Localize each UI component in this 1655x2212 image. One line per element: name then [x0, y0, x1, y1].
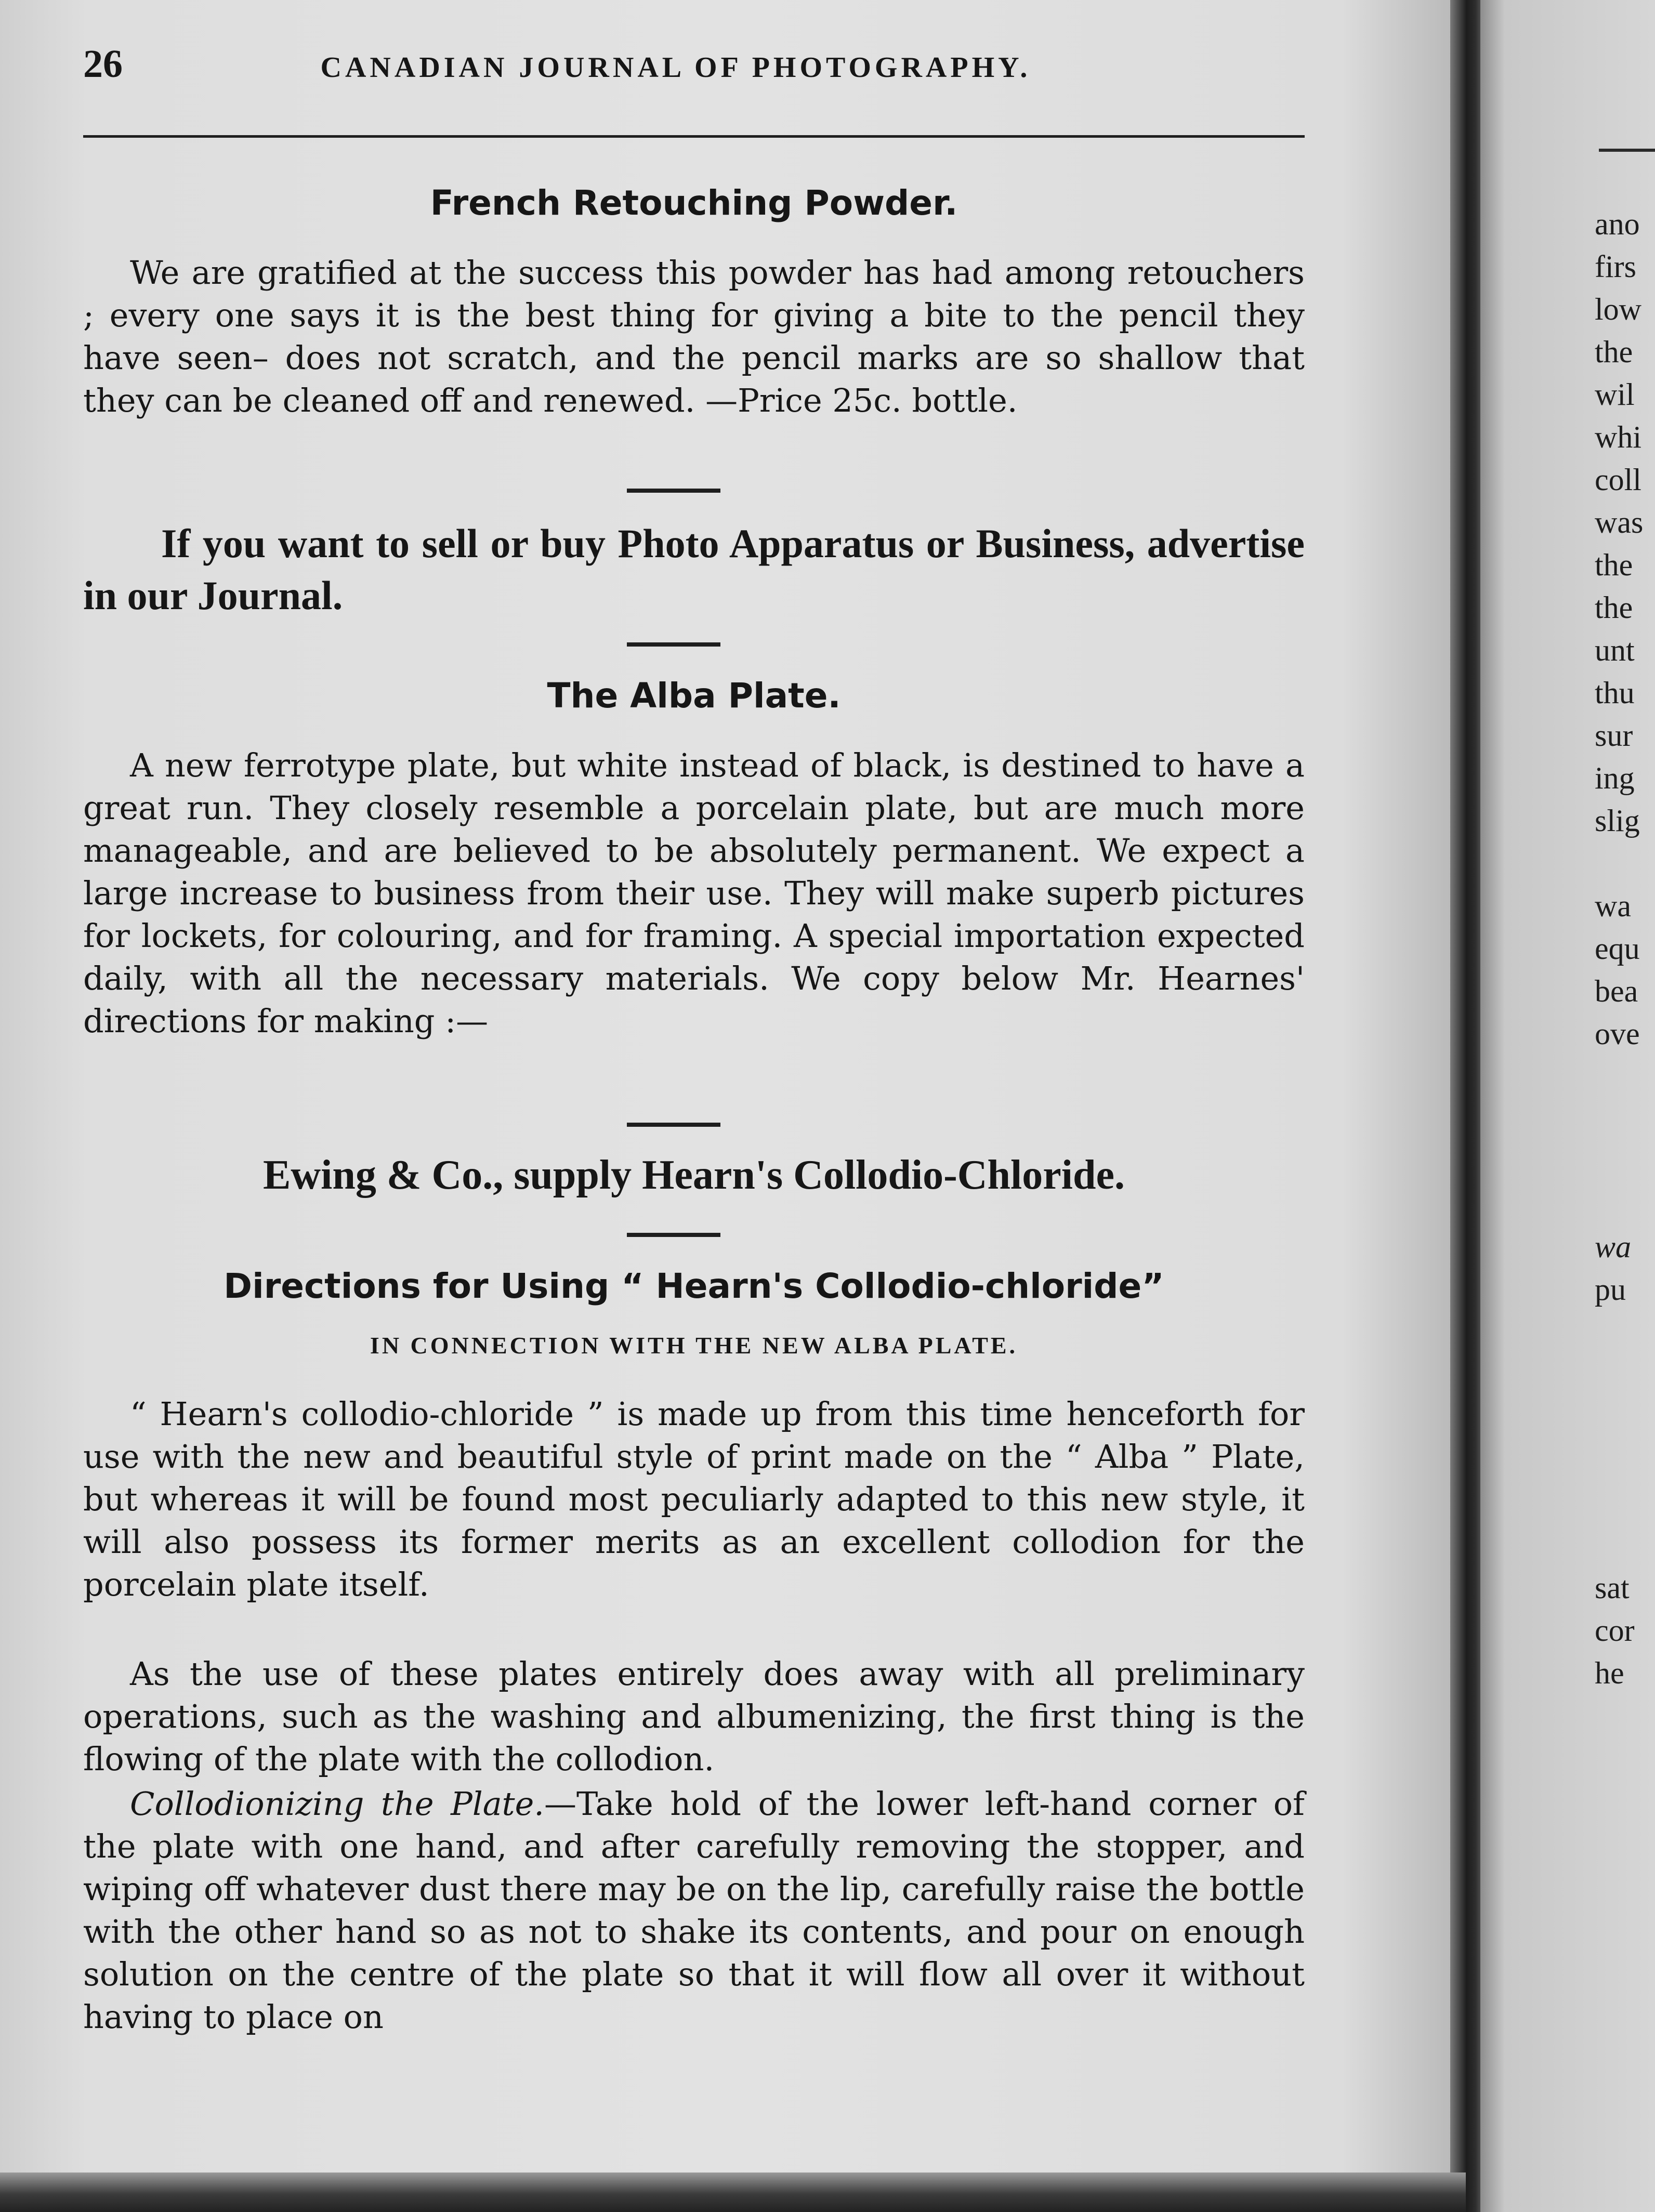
running-title: CANADIAN JOURNAL OF PHOTOGRAPHY.	[320, 51, 1031, 84]
facing-page-fragment	[1595, 1183, 1655, 1226]
facing-page-fragment: equ	[1595, 931, 1640, 966]
facing-page-fragment: pu	[1595, 1272, 1626, 1307]
heading-alba-plate: The Alba Plate.	[547, 676, 841, 716]
facing-page-fragment: wil	[1595, 377, 1635, 412]
facing-page-fragment	[1595, 1055, 1655, 1098]
paragraph-directions-1: “ Hearn's collodio-chloride ” is made up from this time henceforth for use with the new and beautiful style of print made on the “ Alba ” Plate, but whereas it will be found most peculiarly adapted to this new style, it will also possess its former merits as an excellent collodion for the porcelain plate itself.	[83, 1395, 1305, 1603]
heading-ewing: Ewing & Co., supply Hearn's Collodio-Chloride.	[262, 1152, 1125, 1198]
paragraph-alba-plate: A new ferrotype plate, but white instead of black, is destined to have a great run. They closely resemble a porcelain plate, but are much more manageable, and are believed to be absolutely permanent. We expect a large increase to business from their use. They will make superb pictures for lockets, for colouring, and for framing. A special importation expected daily, with all the necessary materials. We copy below Mr. Hearnes' directions for making :—	[83, 746, 1305, 1040]
facing-page-fragment: whi	[1595, 420, 1641, 454]
facing-page-fragment: slig	[1595, 804, 1640, 838]
facing-page-rule	[1599, 149, 1655, 152]
facing-page-fragment: bea	[1595, 974, 1638, 1008]
facing-page-fragment	[1595, 1439, 1655, 1481]
paragraph-directions-2: As the use of these plates entirely does away with all preliminary operations, such as the washing and albumenizing, the first thing is the flowing of the plate with the collodion.	[83, 1655, 1305, 1778]
facing-page-fragment: wa	[1595, 889, 1631, 923]
facing-page-fragment: the	[1595, 335, 1633, 369]
facing-page-fragment	[1595, 1311, 1655, 1353]
facing-page-fragment: unt	[1595, 633, 1635, 667]
facing-page-fragment: low	[1595, 292, 1641, 326]
section-divider	[627, 1233, 720, 1237]
page-bottom-edge	[0, 2172, 1466, 2212]
paragraph-french-retouching: We are gratified at the success this powder has had among retouchers ; every one says it is the best thing for giving a bite to the pencil they have seen– does not scratch, and the pencil marks are so shallow that they can be cleaned off and renewed. —Price 25c. bottle.	[83, 254, 1305, 419]
heading-french-retouching: French Retouching Powder.	[430, 183, 958, 223]
subheading-directions: IN CONNECTION WITH THE NEW ALBA PLATE.	[370, 1332, 1018, 1359]
facing-page-fragment: cor	[1595, 1613, 1635, 1648]
facing-page-fragment	[1595, 1140, 1655, 1183]
facing-page-fragment: ing	[1595, 761, 1635, 795]
facing-page-fragment: coll	[1595, 463, 1641, 497]
facing-page-fragment: was	[1595, 505, 1644, 539]
facing-page-fragment	[1595, 1396, 1655, 1439]
facing-page-fragment: thu	[1595, 676, 1635, 710]
paragraph-body: —Take hold of the lower left-hand corner of the plate with one hand, and after carefully removing the stopper, and wiping off whatever dust there may be on the lip, carefully raise the bottle with the other hand so as not to shake its contents, and pour on enough solution on the centre of the plate so that it will flow all over it without having to place on	[83, 1785, 1305, 2036]
facing-page-fragment	[1595, 1098, 1655, 1140]
facing-page-fragment: the	[1595, 590, 1633, 625]
facing-page-fragment: the	[1595, 548, 1633, 582]
facing-page-fragment: sat	[1595, 1571, 1630, 1605]
page-number: 26	[83, 42, 123, 86]
paragraph-advertisement: If you want to sell or buy Photo Apparatus or Business, advertise in our Journal.	[83, 521, 1305, 618]
page-header	[83, 42, 1305, 88]
facing-page-fragment	[1595, 1353, 1655, 1396]
facing-page-fragment: he	[1595, 1656, 1624, 1690]
facing-page-fragment: ano	[1595, 207, 1640, 241]
facing-page-fragment	[1595, 1524, 1655, 1566]
section-divider	[627, 642, 720, 647]
facing-page-fragment: ove	[1595, 1017, 1640, 1051]
facing-page-fragment: wa	[1595, 1230, 1632, 1264]
italic-lead-in: Collodionizing the Plate.	[130, 1785, 544, 1823]
section-divider	[627, 1123, 720, 1127]
heading-directions: Directions for Using “ Hearn's Collodio-chloride”	[224, 1266, 1164, 1306]
section-divider	[627, 489, 720, 493]
paragraph-directions-3	[83, 1783, 1305, 2038]
facing-page-fragment: sur	[1595, 718, 1633, 753]
facing-page-fragment	[1595, 842, 1655, 885]
facing-page-text	[1595, 203, 1655, 1694]
facing-page-fragment: firs	[1595, 249, 1636, 284]
header-rule	[83, 135, 1305, 138]
facing-page-fragment	[1595, 1481, 1655, 1524]
